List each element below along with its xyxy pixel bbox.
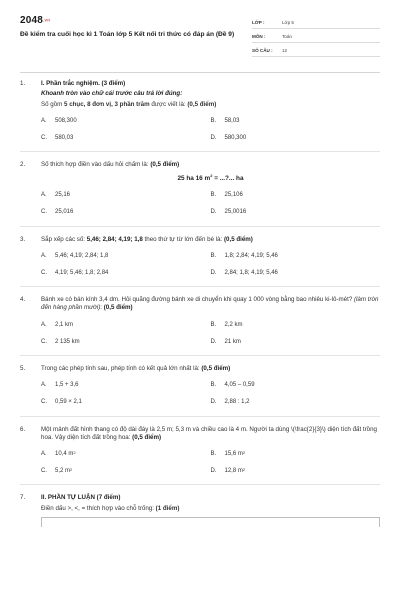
- text-bold: 5,46; 2,84; 4,19; 1,8: [86, 235, 143, 243]
- meta-row-count: [252, 44, 380, 57]
- option-letter: B.: [210, 252, 217, 259]
- option-letter: D.: [210, 270, 217, 277]
- points: (0,5 điểm): [223, 235, 253, 243]
- option-letter: C.: [41, 399, 47, 406]
- question-text: [41, 426, 380, 443]
- text-part: Trong các phép tính sau, phép tính có kết quả lớn nhất là:: [41, 365, 202, 373]
- option-text: 4,05 – 0,59: [224, 382, 255, 389]
- option-text: 2,1 km: [55, 321, 74, 328]
- superscript: 2: [73, 450, 76, 456]
- options: [41, 450, 380, 475]
- option-text: 25,16: [55, 192, 71, 199]
- question-7: [20, 494, 380, 527]
- meta-value: 12: [282, 47, 288, 53]
- option-c[interactable]: [41, 208, 211, 216]
- text-part: theo thứ tự từ lớn đến bé là:: [142, 235, 224, 243]
- question-text: [41, 161, 380, 169]
- option-letter: B.: [210, 192, 217, 199]
- logo-suffix: .vn: [43, 17, 51, 23]
- question-number: 1.: [20, 80, 26, 87]
- question-number: 2.: [20, 161, 26, 169]
- expression-text: = ...?... ha: [212, 174, 244, 182]
- meta-value: Toán: [282, 33, 292, 39]
- points: (0,5 điểm): [201, 365, 231, 373]
- option-c[interactable]: [41, 269, 211, 277]
- question-list: [20, 80, 380, 527]
- option-text: 5,46; 4,19; 2,84; 1,8: [55, 252, 109, 259]
- option-letter: B.: [210, 382, 217, 389]
- superscript: 2: [242, 467, 246, 473]
- meta-label: LỚP :: [252, 19, 265, 25]
- meta-value: Lớp 5: [282, 19, 294, 25]
- option-a[interactable]: [41, 252, 211, 260]
- question-number: 7.: [20, 494, 26, 502]
- option-text: 508,300: [55, 118, 77, 125]
- option-d[interactable]: [211, 338, 381, 346]
- text-part: Bánh xe có bán kính 3,4 dm. Hỏi quãng đường bánh xe di chuyển khi quay 1 000 vòng bằng bao nhiêu ki-lô-mét?: [41, 296, 354, 304]
- option-text: 25,0016: [224, 209, 247, 216]
- option-b[interactable]: [211, 191, 381, 199]
- text-part: Một mảnh đất hình thang có độ dài đáy là 2,5 m; 5,3 m và chiều cao là 4 m. Người ta dùng \(\frac{2}{3}\) diện tích đất trồng hoa. Vậy diện tích đất trồng hoa:: [41, 425, 377, 441]
- points: (0,5 điểm): [150, 161, 180, 169]
- option-d[interactable]: [211, 398, 381, 406]
- option-letter: C.: [41, 209, 47, 216]
- option-text: 1,5 + 3,6: [55, 382, 79, 389]
- option-a[interactable]: [41, 450, 211, 458]
- option-b[interactable]: [211, 117, 381, 125]
- question-divider: [20, 416, 380, 417]
- meta-label: MÔN :: [252, 33, 266, 39]
- question-number: 6.: [20, 425, 26, 433]
- expression-text: 25 ha 16 m: [177, 174, 211, 182]
- option-a[interactable]: [41, 117, 211, 125]
- option-text: 25,106: [224, 192, 243, 199]
- text-bold: 5 chục, 8 đơn vị, 3 phần trăm: [64, 100, 150, 108]
- option-text: 580,300: [224, 135, 247, 142]
- option-b[interactable]: [211, 450, 381, 458]
- option-d[interactable]: [211, 269, 381, 277]
- meta-row-subject: [252, 30, 380, 43]
- option-letter: D.: [210, 135, 217, 142]
- option-letter: A.: [41, 321, 47, 328]
- text-part: Sắp xếp các số:: [41, 235, 87, 243]
- option-text: 2,88 : 1,2: [224, 399, 250, 406]
- superscript: 2: [210, 172, 213, 178]
- exam-meta: [252, 16, 380, 58]
- option-letter: B.: [210, 321, 217, 328]
- question-divider: [20, 151, 380, 152]
- option-text: 2,2 km: [224, 321, 243, 328]
- question-divider: [20, 286, 380, 287]
- option-letter: D.: [210, 338, 217, 345]
- text-part: Số thích hợp điền vào dấu hỏi chấm là:: [41, 161, 151, 169]
- question-divider: [20, 355, 380, 356]
- option-letter: D.: [210, 399, 217, 406]
- question-divider: [20, 484, 380, 485]
- question-1: [20, 80, 380, 142]
- option-text: 25,016: [55, 209, 74, 216]
- question-number: 4.: [20, 296, 26, 304]
- question-text: [41, 505, 380, 513]
- option-text: 15,6 m: [224, 451, 243, 458]
- text-part: Số gồm: [41, 100, 65, 108]
- option-a[interactable]: [41, 321, 211, 329]
- option-text: 58,03: [224, 118, 240, 125]
- option-c[interactable]: [41, 398, 211, 406]
- header-divider: [20, 72, 380, 73]
- option-c[interactable]: [41, 338, 211, 346]
- option-text: 580,03: [55, 135, 74, 142]
- options: [41, 381, 380, 406]
- option-d[interactable]: [211, 134, 381, 142]
- option-a[interactable]: [41, 191, 211, 199]
- option-b[interactable]: [211, 252, 381, 260]
- section-heading: I. Phần trắc nghiệm. (3 điểm): [41, 80, 126, 87]
- option-a[interactable]: [41, 381, 211, 389]
- option-text: 5,2 m: [55, 468, 71, 475]
- option-text: 2,84; 1,8; 4,19; 5,46: [224, 270, 278, 277]
- question-text: [41, 296, 380, 313]
- question-number: 3.: [20, 235, 26, 243]
- header: [20, 14, 380, 66]
- option-letter: A.: [41, 118, 47, 125]
- question-text: [41, 101, 380, 109]
- text-part: Điền dấu >, <, = thích hợp vào chỗ trống:: [41, 504, 156, 512]
- option-b[interactable]: [211, 381, 381, 389]
- instruction: Khoanh tròn vào chữ cái trước câu trả lời đúng:: [41, 90, 183, 98]
- question-2: [20, 161, 380, 216]
- page-title: Đề kiểm tra cuối học kì 1 Toán lớp 5 Kết nối tri thức có đáp án (Đề 9): [20, 31, 235, 38]
- option-letter: A.: [41, 252, 47, 259]
- question-text: [41, 365, 380, 373]
- superscript: 2: [242, 450, 246, 456]
- option-d[interactable]: [211, 208, 381, 216]
- points: (1 điểm): [155, 504, 180, 512]
- option-text: 10,4 m: [55, 451, 74, 458]
- question-4: [20, 296, 380, 346]
- text-part: :: [100, 304, 104, 312]
- options: [41, 117, 380, 142]
- options: [41, 321, 380, 346]
- option-d[interactable]: [211, 467, 381, 475]
- option-text: 2 135 km: [55, 338, 80, 345]
- option-letter: C.: [41, 468, 47, 475]
- option-letter: B.: [210, 118, 217, 125]
- option-b[interactable]: [211, 321, 381, 329]
- question-text: [41, 236, 380, 244]
- option-letter: C.: [41, 270, 47, 277]
- option-text: 12,8 m: [224, 468, 243, 475]
- text-part: được viết là:: [149, 100, 188, 108]
- question-6: [20, 426, 380, 476]
- logo-text: 2048: [20, 15, 44, 26]
- option-letter: D.: [210, 209, 217, 216]
- options: [41, 191, 380, 216]
- site-logo[interactable]: [20, 14, 50, 28]
- points: (0,5 điểm): [132, 433, 162, 441]
- option-letter: C.: [41, 338, 47, 345]
- option-letter: B.: [210, 451, 217, 458]
- superscript: 2: [70, 467, 73, 473]
- option-text: 4,19; 5,46; 1,8; 2,84: [55, 270, 109, 277]
- question-3: [20, 236, 380, 278]
- option-text: 21 km: [224, 338, 241, 345]
- question-5: [20, 365, 380, 407]
- question-number: 5.: [20, 365, 26, 373]
- expression: [41, 173, 380, 184]
- option-letter: C.: [41, 135, 47, 142]
- text-italic: (làm tròn đến hàng phần mười): [41, 296, 379, 312]
- meta-row-class: [252, 16, 380, 29]
- option-text: 1,8; 2,84; 4,19; 5,46: [224, 252, 278, 259]
- option-letter: A.: [41, 382, 47, 389]
- option-c[interactable]: [41, 134, 211, 142]
- option-letter: A.: [41, 451, 47, 458]
- answer-table: [41, 517, 380, 527]
- points: (0,5 điểm): [103, 304, 133, 312]
- option-c[interactable]: [41, 467, 211, 475]
- question-divider: [20, 226, 380, 227]
- options: [41, 252, 380, 277]
- meta-label: SỐ CÂU :: [252, 47, 273, 53]
- points: (0,5 điểm): [187, 100, 217, 108]
- option-letter: A.: [41, 192, 47, 199]
- option-letter: D.: [210, 468, 217, 475]
- section-heading: II. PHẦN TỰ LUẬN (7 điểm): [41, 494, 121, 502]
- option-text: 0,59 × 2,1: [55, 399, 82, 406]
